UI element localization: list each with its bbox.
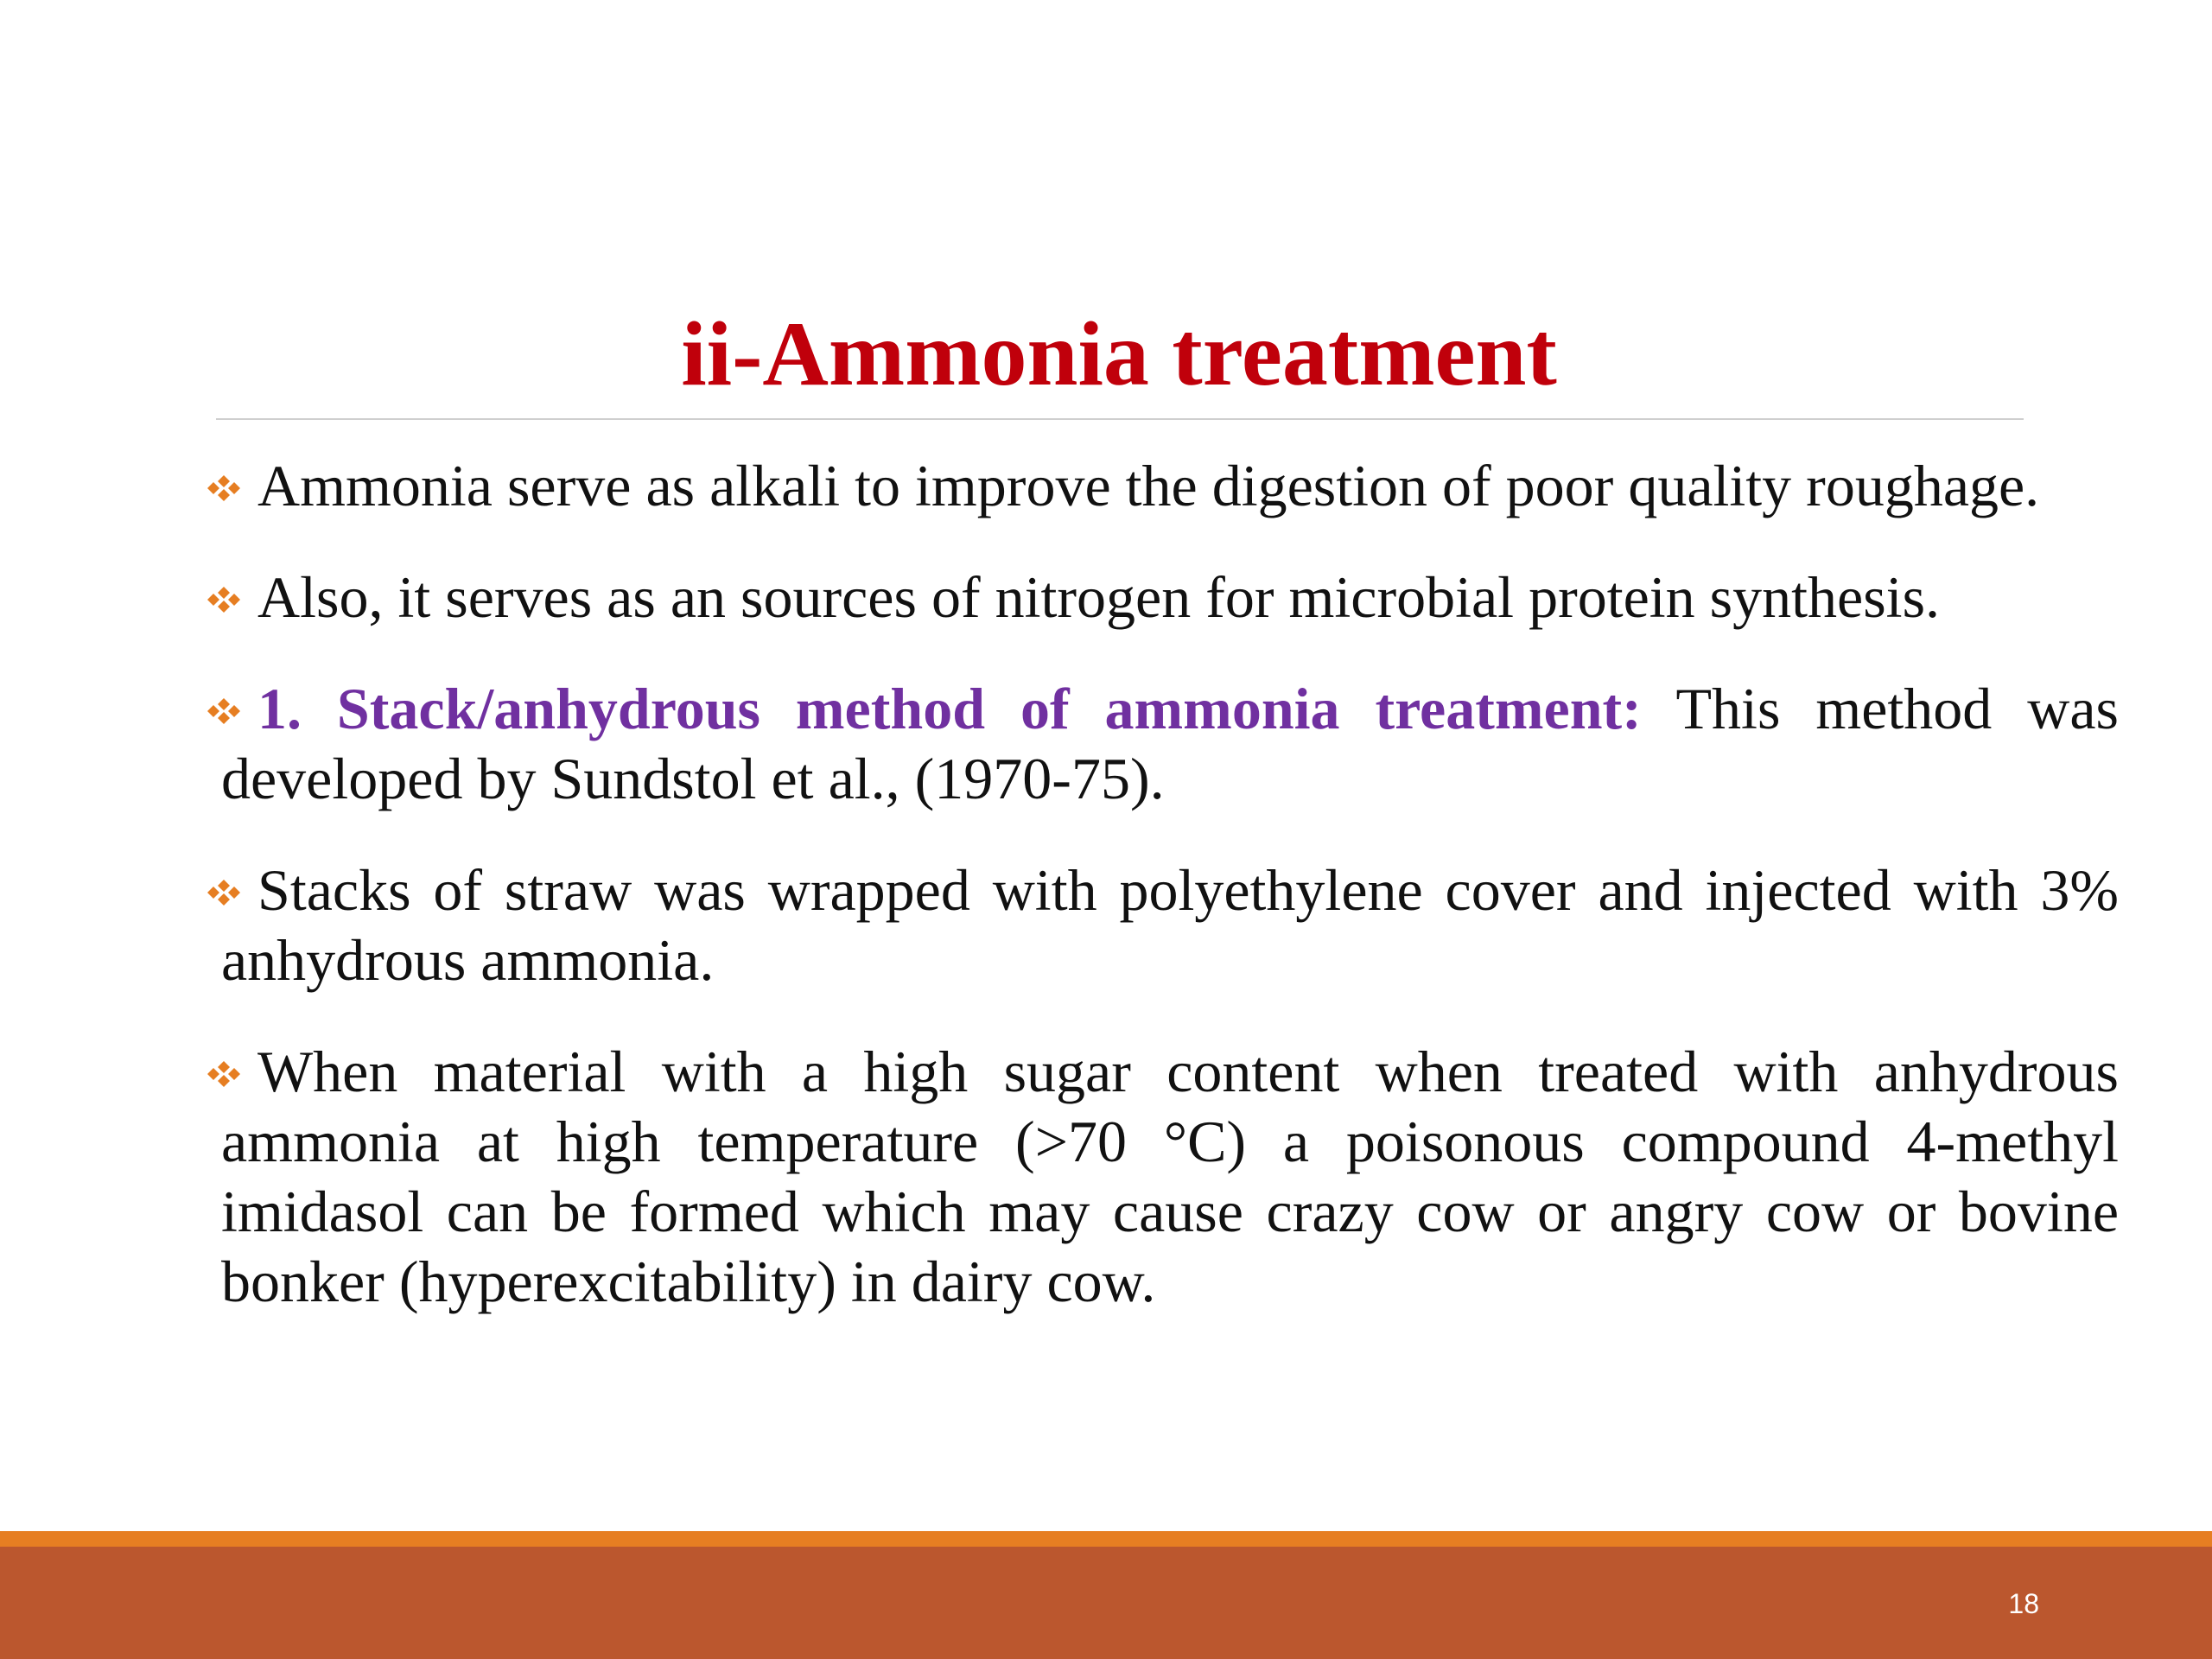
bullet-text: This method was developed by Sundstol et al., (1970-75). bbox=[221, 676, 2119, 811]
bullet-text: Also, it serves as an sources of nitrogen for microbial protein synthesis. bbox=[257, 564, 1941, 630]
bullet-text: When material with a high sugar content when treated with anhydrous ammonia at high temperature (>70 °C) a poisonous compound 4-methyl imidasol can be formed which may cause crazy cow or angry cow or bovine bonker (hyperexcitability) in dairy cow. bbox=[221, 1039, 2119, 1314]
bullet-text: Ammonia serve as alkali to improve the digestion of poor quality roughage. bbox=[257, 453, 2040, 518]
bullet-item bbox=[200, 1037, 2119, 1317]
bullet-item bbox=[200, 451, 2119, 521]
bullet-list bbox=[200, 451, 2119, 1358]
four-diamond-bullet-icon bbox=[202, 1059, 245, 1089]
bullet-item bbox=[200, 855, 2119, 995]
four-diamond-bullet-icon bbox=[202, 878, 245, 907]
slide-title: ii-Ammonia treatment bbox=[681, 303, 1557, 404]
four-diamond-bullet-icon bbox=[202, 696, 245, 726]
footer-band bbox=[0, 1547, 2212, 1659]
four-diamond-bullet-icon bbox=[202, 474, 245, 503]
bullet-item bbox=[200, 674, 2119, 814]
method-heading: 1. Stack/anhydrous method of ammonia treatment: bbox=[257, 676, 1642, 741]
title-divider bbox=[216, 418, 2024, 420]
bullet-item bbox=[200, 563, 2119, 632]
page-number: 18 bbox=[2008, 1588, 2039, 1619]
bullet-text: Stacks of straw was wrapped with polyethylene cover and injected with 3% anhydrous ammonia. bbox=[221, 857, 2119, 993]
four-diamond-bullet-icon bbox=[202, 585, 245, 614]
footer-stripe bbox=[0, 1531, 2212, 1547]
